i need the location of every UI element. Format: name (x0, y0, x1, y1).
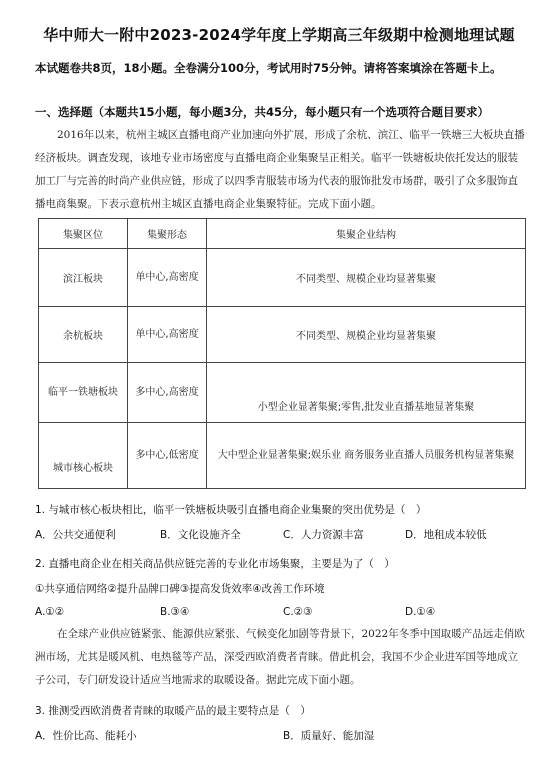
table-row (39, 423, 526, 489)
section-heading: 一、选择题（本题共15小题，每小题3分，共45分，每小题只有一个选项符合题目要求） (35, 105, 490, 119)
table-cell: 大中型企业显著集聚;娱乐业 商务服务业直播人员服务机构显著集聚 (207, 423, 526, 489)
table-row (39, 249, 526, 307)
question-1-stem: 1. 与城市核心板块相比，临平一铁塘板块吸引直播电商企业集聚的突出优势是（ ） (35, 504, 427, 516)
question-2-stem: 2. 直播电商企业在相关商品供应链完善的专业化市场集聚，主要是为了（ ） (35, 558, 395, 570)
table-header-row (39, 219, 526, 249)
table-row (39, 307, 526, 363)
question-1-option-b[interactable]: B．文化设施齐全 (160, 529, 241, 541)
table-cell: 余杭板块 (39, 307, 128, 363)
exam-notice: 本试题卷共8页，18小题。全卷满分100分，考试用时75分钟。请将答案填涂在答题卡上。 (35, 61, 502, 75)
question-2-option-b[interactable]: B.③④ (160, 606, 190, 618)
question-3-stem: 3. 推测受西欧消费者青睐的取暖产品的最主要特点是（ ） (35, 705, 311, 717)
table-header-cell: 集聚企业结构 (207, 219, 526, 249)
question-3-option-a[interactable]: A．性价比高、能耗小 (35, 730, 137, 742)
question-1-option-a[interactable]: A．公共交通便利 (35, 529, 116, 541)
table-header-cell: 集聚区位 (39, 219, 128, 249)
question-2-option-d[interactable]: D.①④ (405, 606, 436, 618)
table-cell: 城市核心板块 (39, 423, 128, 489)
table-cell: 多中心,高密度 (128, 363, 207, 423)
cluster-table (38, 218, 526, 489)
table-cell: 多中心,低密度 (128, 423, 207, 489)
table-header-cell: 集聚形态 (128, 219, 207, 249)
table-cell: 不同类型、规模企业均显著集聚 (207, 249, 526, 307)
question-2-option-c[interactable]: C.②③ (283, 606, 313, 618)
table-cell: 小型企业显著集聚;零售,批发业直播基地显著集聚 (207, 363, 526, 423)
material-2: 在全球产业供应链紧张、能源供应紧张、气候变化加剧等背景下，2022年冬季中国取暖产品远走俏欧洲市场，尤其是暖风机、电热毯等产品，深受西欧消费者青睐。借此机会，我国不少企业进军国等地成立子公司，专门研发设计适应当地需求的取暖设备。据此完成下面小题。 (35, 628, 525, 686)
question-1-option-c[interactable]: C．人力资源丰富 (283, 529, 364, 541)
question-2-option-a[interactable]: A.①② (35, 606, 65, 618)
page-title: 华中师大一附中2023-2024学年度上学期高三年级期中检测地理试题 (43, 26, 515, 44)
table-cell: 临平一铁塘板块 (39, 363, 128, 423)
table-cell: 滨江板块 (39, 249, 128, 307)
table-cell: 单中心,高密度 (128, 307, 207, 363)
table-row (39, 363, 526, 423)
table-cell: 单中心,高密度 (128, 249, 207, 307)
question-2-items: ①共享通信网络②提升品牌口碑③提高发货效率④改善工作环境 (35, 583, 325, 595)
question-1-option-d[interactable]: D．地租成本较低 (405, 529, 487, 541)
question-3-option-b[interactable]: B．质量好、能加湿 (283, 730, 375, 742)
material-1: 2016年以来，杭州主城区直播电商产业加速向外扩展，形成了余杭、滨江、临平一铁塘三大板块直播经济板块。调查发现，该地专业市场密度与直播电商企业集聚呈正相关。临平一铁塘板块依托发达的服装加工厂与完善的时尚产业供应链，形成了以四季青服装市场为代表的服饰批发市场群，吸引了众多服饰直播电商集聚。下表示意杭州主城区直播电商企业集聚特征。完成下面小题。 (35, 129, 525, 210)
table-cell: 不同类型、规模企业均显著集聚 (207, 307, 526, 363)
